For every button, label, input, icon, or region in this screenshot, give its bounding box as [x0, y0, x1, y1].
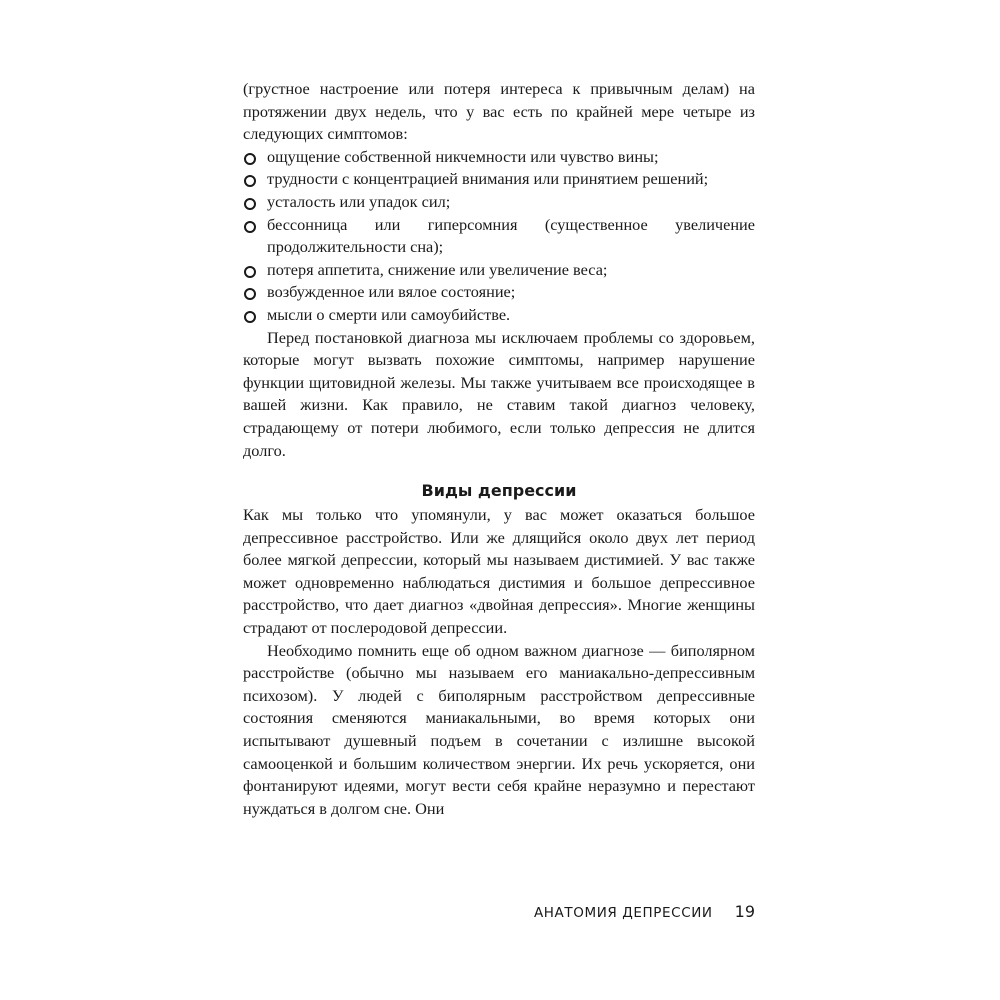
- page-body: [243, 78, 755, 820]
- circle-bullet-icon: [244, 198, 256, 210]
- list-item: [243, 168, 755, 191]
- circle-bullet-icon: [244, 175, 256, 187]
- section-heading: Виды депрессии: [421, 481, 577, 501]
- list-item: [243, 304, 755, 327]
- types-paragraph: Как мы только что упомянули, у вас может оказаться большое депрессивное расстройство. Или же длящийся около двух лет период более мягкой депрессии, который мы называем дистимией. У вас также может одновременно наблюдаться дистимия и большое депрессивное расстройство, что дает диагноз «двойная депрессия». Многие женщины страдают от послеродовой депрессии.: [243, 505, 755, 638]
- list-item-text: трудности с концентрацией внимания или принятием решений;: [267, 169, 709, 189]
- list-item-text: бессонница или гиперсомния (существенное увеличение продолжительности сна);: [267, 214, 755, 257]
- list-item-text: возбужденное или вялое состояние;: [267, 282, 516, 302]
- running-head: АНАТОМИЯ ДЕПРЕССИИ: [533, 905, 713, 921]
- list-item-text: усталость или упадок сил;: [267, 191, 451, 211]
- bipolar-paragraph: Необходимо помнить еще об одном важном диагнозе — биполярном расстройстве (обычно мы называем его маниакально-депрессивным психозом). У людей с биполярным расстройством депрессивные состояния сменяются маниакальными, во время которых они испытывают душевный подъем в сочетании с излишне высокой самооценкой и большим количеством энергии. Их речь ускоряется, они фонтанируют идеями, могут вести себя крайне неразумно и перестают нуждаться в долгом сне. Они: [243, 640, 755, 818]
- symptom-list: [243, 146, 755, 327]
- intro-paragraph: (грустное настроение или потеря интереса к привычным делам) на протяжении двух недель, что у вас есть по крайней мере четыре из следующих симптомов:: [243, 79, 755, 144]
- page-number: 19: [734, 902, 755, 921]
- diagnosis-paragraph: Перед постановкой диагноза мы исключаем проблемы со здоровьем, которые могут вызвать похожие симптомы, например нарушение функции щитовидной железы. Мы также учитываем все происходящее в вашей жизни. Как правило, не ставим такой диагноз человеку, страдающему от потери любимого, если только депрессия не длится долго.: [243, 327, 755, 460]
- circle-bullet-icon: [244, 153, 256, 165]
- list-item: [243, 281, 755, 304]
- list-item: [243, 214, 755, 259]
- page-footer: [534, 902, 755, 921]
- circle-bullet-icon: [244, 221, 256, 233]
- list-item: [243, 259, 755, 282]
- circle-bullet-icon: [244, 266, 256, 278]
- circle-bullet-icon: [244, 288, 256, 300]
- list-item-text: мысли о смерти или самоубийстве.: [267, 304, 511, 324]
- list-item-text: ощущение собственной никчемности или чувство вины;: [267, 146, 659, 166]
- list-item: [243, 146, 755, 169]
- list-item: [243, 191, 755, 214]
- list-item-text: потеря аппетита, снижение или увеличение веса;: [267, 259, 608, 279]
- circle-bullet-icon: [244, 311, 256, 323]
